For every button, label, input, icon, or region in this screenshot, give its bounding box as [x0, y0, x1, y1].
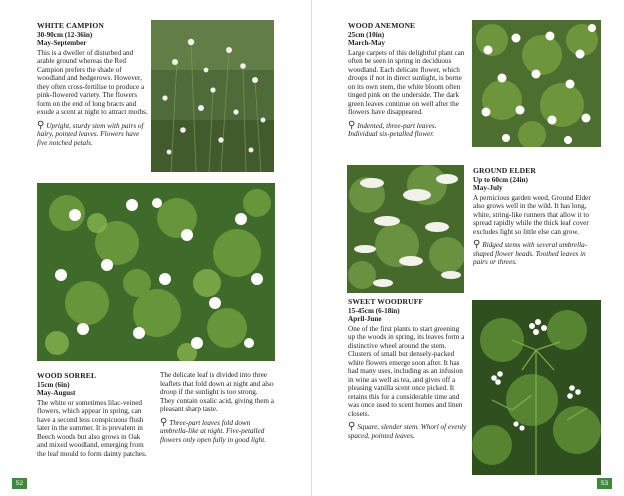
magnifier-icon: ⚲	[348, 119, 356, 131]
species-description: Large carpets of this delightful plant can often be seen in spring in deciduous woodland. Each delicate flower, which droops if not in direct sunlight, is borne on its own stem, the white bloom often tinged pink on the underside. The dark green leaves continue on well after the flowers have disappeared.	[348, 48, 465, 116]
identification-note	[37, 119, 149, 148]
photo-wood-sorrel	[37, 183, 275, 361]
entry-ground-elder	[473, 167, 601, 267]
page-number-right: 53	[597, 478, 612, 489]
white-campion-image	[151, 20, 274, 172]
identification-note	[473, 241, 601, 267]
wood-sorrel-image	[37, 183, 275, 361]
entry-white-campion	[37, 22, 149, 147]
species-description: One of the first plants to start greening up the woods in spring, its leaves form a distinctive wheel around the stem. Clusters of small but densely-packed white flowers emerge soon after. It has had many uses, including as an infusion in wine as well as tea, and gives off a pleasing vanilla scent once picked. It retains this for a considerable time and was once used to scent homes and linen closets.	[348, 324, 465, 418]
note-text: Upright, sturdy stem with pairs of hairy, pointed leaves. Flowers have five notched petals.	[37, 121, 144, 147]
species-name: WOOD SORREL	[37, 371, 97, 380]
entry-wood-anemone	[348, 22, 466, 139]
species-description-continued: The delicate leaf is divided into three leaflets that fold down at night and also droop if the sunlight is too strong. They contain oxalic acid, giving them a pleasant sharp taste.	[160, 371, 274, 413]
species-description: This is a dweller of disturbed and arable ground whereas the Red Campion prefers the shade of woodland and hedgerows. However, they often cross-fertilise to produce a pink-flowered variety. The flowers form on the end of long bracts and exude a scent at night to attract moths.	[37, 48, 148, 116]
flowering-season: March-May	[348, 39, 385, 47]
photo-sweet-woodruff	[472, 300, 601, 475]
flowering-season: May-August	[37, 389, 76, 397]
photo-ground-elder	[347, 165, 464, 293]
species-size: 15cm (6in)	[37, 380, 70, 389]
species-name: GROUND ELDER	[473, 166, 537, 175]
identification-note	[160, 416, 274, 445]
note-text: Ridged stems with several umbrella-shaped flower heads. Toothed leaves in pairs or threes.	[473, 241, 588, 266]
identification-note	[348, 423, 468, 440]
flowering-season: May-July	[473, 184, 503, 192]
photo-wood-anemone	[472, 20, 601, 147]
species-name: SWEET WOODRUFF	[348, 297, 424, 306]
flowering-season: April-June	[348, 315, 382, 323]
wood-anemone-image	[472, 20, 601, 147]
species-size: 15-45cm (6-18in)	[348, 306, 400, 315]
species-size: 30-90cm (12-36in)	[37, 30, 93, 39]
species-name: WOOD ANEMONE	[348, 21, 416, 30]
entry-sweet-woodruff	[348, 298, 468, 440]
note-text: Three-part leaves fold down umbrella-like at night. Five-petalled flowers only open fully in good light.	[160, 418, 267, 444]
magnifier-icon: ⚲	[160, 416, 168, 428]
page-gutter	[311, 0, 312, 496]
magnifier-icon: ⚲	[37, 119, 45, 131]
flowering-season: May-September	[37, 39, 87, 47]
species-description: A pernicious garden weed, Ground Elder also grows well in the wild. It has long, white, string-like runners that allow it to spread rapidly while the thick leaf cover excludes light so little else can grow.	[473, 193, 591, 236]
magnifier-icon: ⚲	[348, 421, 356, 432]
species-size: 25cm (10in)	[348, 30, 385, 39]
magnifier-icon: ⚲	[473, 239, 481, 250]
note-text: Indented, three-part leaves. Individual six-petalled flower.	[348, 121, 437, 138]
note-text: Square, slender stem. Whorl of evenly spaced, pointed leaves.	[348, 423, 467, 440]
page-number-left: 52	[12, 478, 27, 489]
sweet-woodruff-image	[472, 300, 601, 475]
entry-wood-sorrel	[37, 372, 152, 458]
species-size: Up to 60cm (24in)	[473, 175, 528, 184]
species-description: The white or sometimes lilac-veined flowers, which appear in spring, can have a second less conspicuous flush later in the summer. It is prevalent in Beech woods but also grows in Oak and mixed woodland, emerging from the leaf mould to form dainty patches.	[37, 398, 147, 458]
identification-note	[348, 119, 466, 139]
entry-wood-sorrel-continued	[160, 370, 274, 444]
species-name: WHITE CAMPION	[37, 21, 104, 30]
ground-elder-image	[347, 165, 464, 293]
photo-white-campion	[151, 20, 274, 172]
